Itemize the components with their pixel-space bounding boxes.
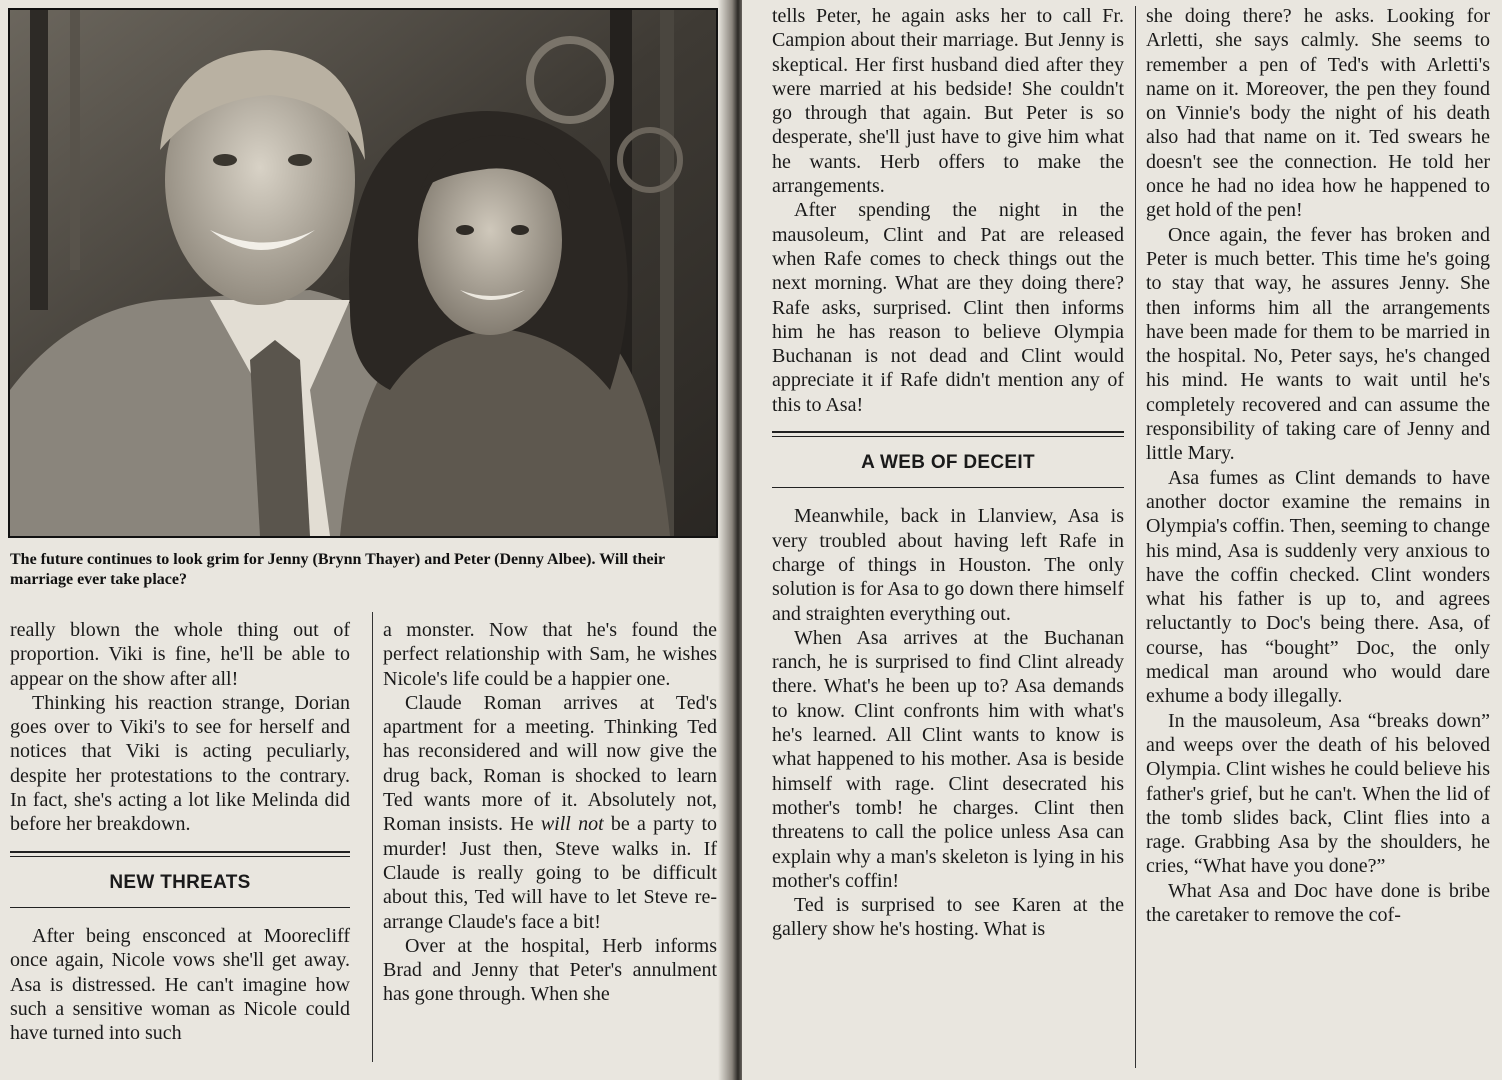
left-page (0, 0, 728, 1080)
paragraph: Asa fumes as Clint demands to have another doctor examine the remains in Olympia's coffin. Then, seeming to change his mind, Asa is suddenly very anxious to have the coffin checked. Clint wonders what his father is up to, and agrees reluctantly to Doc's being there. Asa, of course, has “bought” Doc, the only medical man around who would dare exhume a body illegally. (1146, 466, 1490, 708)
paragraph: After spending the night in the mausoleum, Clint and Pat are released when Rafe comes to check things out the next morning. What are they doing there? Rafe asks, surprised. Clint then informs him he has reason to believe Olympia Buchanan is not dead and Clint would appreciate it if Rafe didn't mention any of this to Asa! (772, 199, 1124, 416)
paragraph: she doing there? he asks. Looking for Arletti, she says calmly. She seems to remember a pen of Ted's with Arletti's name on it. Moreover, the pen they found on Vinnie's body the night of his death also had that name on it. Ted swears he doesn't see the connection. He told her once he had no idea how he happened to get hold of the pen! (1146, 5, 1490, 222)
section-heading-text: A WEB OF DECEIT (861, 452, 1035, 474)
paragraph (383, 691, 717, 934)
article-column-2 (383, 618, 717, 1007)
article-column-4 (1146, 4, 1490, 927)
paragraph: Thinking his reaction strange, Dorian goes over to Viki's to see for herself and notices that Viki is acting peculiarly, despite her protestations to the contrary. In fact, she's acting a lot like Melinda did before her breakdown. (10, 691, 350, 836)
heading-rule-bottom (10, 907, 350, 908)
paragraph: Meanwhile, back in Llanview, Asa is very troubled about having left Rafe in charge of things in Houston. The only solution is for Asa to go down there himself and straighten everything out. (772, 505, 1124, 625)
section-heading-new-threats (10, 851, 350, 908)
section-heading-text: NEW THREATS (109, 871, 251, 893)
emphasis-text: will not (540, 813, 604, 836)
cast-photo (8, 8, 718, 538)
article-column-1 (10, 618, 350, 1045)
paragraph-text: Claude Roman arrives at Ted's apartment for a meeting. Thinking Ted has reconsidered and will now give the drug back, Roman is shocked to learn Ted wants more of it. Absolutely not, Roman insists. He (383, 691, 717, 836)
paragraph: When Asa arrives at the Buchanan ranch, he is surprised to find Clint already there. What's he been up to? Asa demands to know. Clint confronts him with what's he's learned. All Clint wants to know is what happened to his mother. Asa is beside himself with rage. Clint desecrated his mother's tomb! he charges. Clint then threatens to call the police unless Asa can explain why a man's skeleton is lying in his mother's coffin! (772, 626, 1124, 892)
paragraph: tells Peter, he again asks her to call Fr. Campion about their marriage. But Jenny is skeptical. Her first husband died after they were married at his bedside! She couldn't go through that again. But Peter is so desperate, she'll just have to give him what he wants. Herb offers to make the arrangements. (772, 5, 1124, 198)
photo-image (10, 10, 716, 536)
photo-caption: The future continues to look grim for Jenny (Brynn Thayer) and Peter (Denny Albee). Will their marriage ever take place? (10, 551, 665, 588)
heading-rule-bottom (772, 487, 1124, 488)
paragraph: really blown the whole thing out of proportion. Viki is fine, he'll be able to appear on the show after all! (10, 619, 350, 690)
article-column-3 (772, 4, 1124, 942)
paragraph: In the mausoleum, Asa “breaks down” and weeps over the death of his beloved Olympia. Clint wishes he could believe his father's grief, but he can't. When the lid of the tomb slides back, Clint flies into a rage. Grabbing Asa by the shoulders, he cries, “What have you done?” (1146, 709, 1490, 878)
section-heading-web-of-deceit (772, 431, 1124, 488)
paragraph: Once again, the fever has broken and Peter is much better. This time he's going to stay that way, he assures Jenny. She then informs him all the arrangements have been made for them to be married in the hospital. No, Peter says, he's changed his mind. He wants to wait until he's completely recovered and can assume the responsibility of taking care of Jenny and little Mary. (1146, 223, 1490, 465)
paragraph-text: be a party to murder! Just then, Steve walks in. If Claude is really going to be difficult about this, Ted will have to let Steve re-arrange Claude's face a bit! (383, 813, 718, 933)
column-divider (1135, 6, 1136, 1068)
paragraph: What Asa and Doc have done is bribe the caretaker to remove the cof- (1146, 879, 1490, 926)
paragraph: After being ensconced at Moorecliff once again, Nicole vows she'll get away. Asa is distressed. He can't imagine how such a sensitive woman as Nicole could have turned into such (10, 924, 350, 1045)
paragraph: Ted is surprised to see Karen at the gallery show he's hosting. What is (772, 894, 1124, 941)
paragraph: a monster. Now that he's found the perfect relationship with Sam, he wishes Nicole's life could be a happier one. (383, 619, 717, 690)
column-divider (372, 612, 373, 1062)
paragraph: Over at the hospital, Herb informs Brad and Jenny that Peter's annulment has gone through. When she (383, 934, 717, 1006)
